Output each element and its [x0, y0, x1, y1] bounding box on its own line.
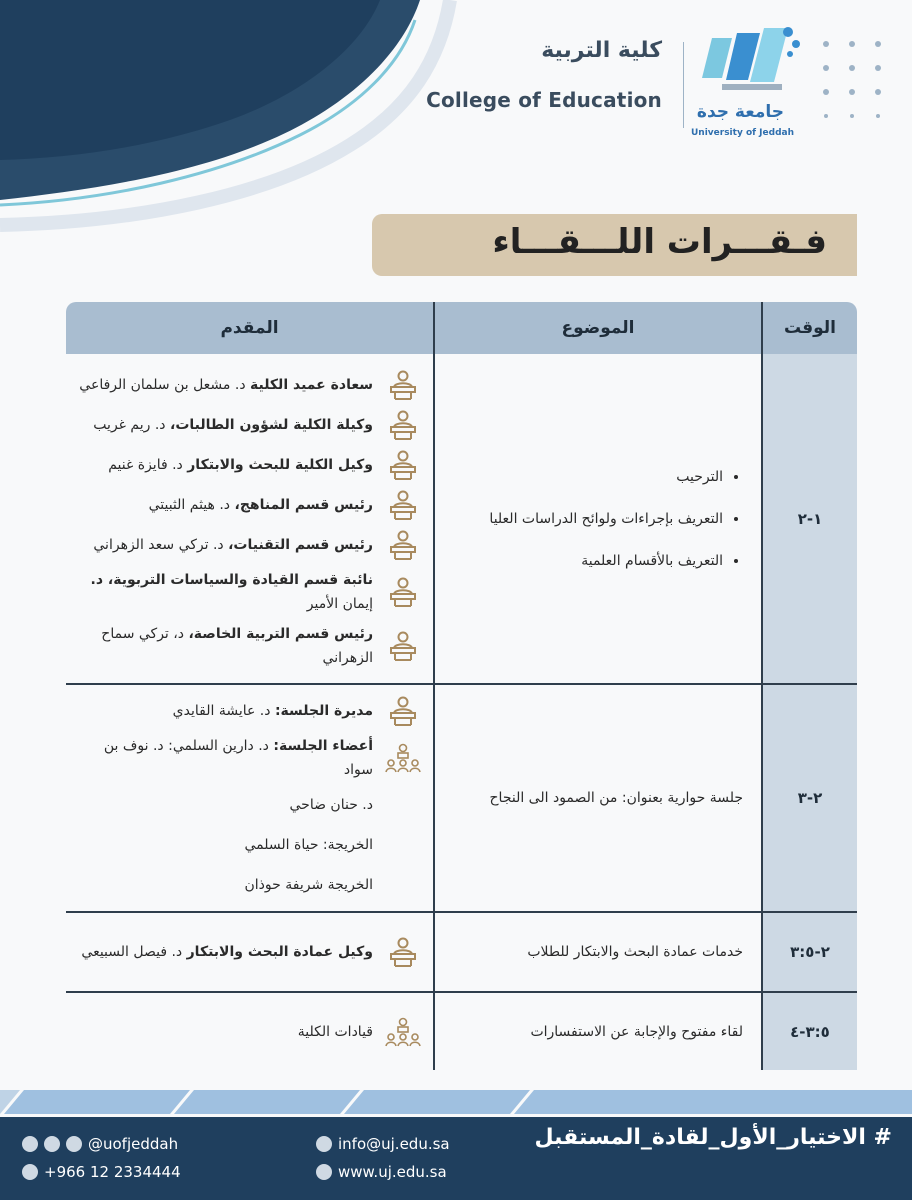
table-row [66, 354, 857, 684]
presenter-entry [72, 565, 421, 619]
college-name-en: College of Education [426, 88, 662, 112]
header-presenter: المقدم [66, 302, 434, 354]
presenter-entry [72, 365, 421, 405]
university-name-ar: جامعة جدة [696, 102, 784, 122]
university-name-en: University of Jeddah [690, 128, 794, 138]
time-cell: ٣:٥-٤ [762, 992, 857, 1070]
lecturer-podium-icon [385, 490, 421, 520]
lecturer-podium-icon [385, 530, 421, 560]
presenter-entry [72, 825, 421, 865]
footer-tabs-decoration [0, 1090, 912, 1114]
snapchat-icon [66, 1136, 82, 1152]
footer-website[interactable] [316, 1163, 447, 1181]
topic-cell [434, 354, 762, 684]
footer-phone[interactable] [22, 1163, 181, 1181]
presenter-name: الخريجة: حياة السلمي [244, 837, 373, 853]
presenter-entry [72, 525, 421, 565]
presenter-entry [72, 619, 421, 673]
footer-social[interactable] [22, 1135, 178, 1153]
presenter-name: قيادات الكلية [297, 1023, 373, 1040]
presenter-name: د. هيثم الثبيتي [148, 496, 235, 513]
twitter-icon [44, 1136, 60, 1152]
lecturer-podium-icon [385, 696, 421, 726]
presenter-role: وكيل عمادة البحث والابتكار [186, 944, 373, 960]
presenter-entry [72, 1012, 421, 1052]
time-cell: ٢-٣:٥ [762, 912, 857, 992]
presenter-name: الخريجة شريفة حوذان [244, 877, 373, 893]
header-divider [683, 42, 684, 128]
presenter-entry [72, 932, 421, 972]
table-row [66, 992, 857, 1070]
topic-item: • التعريف بإجراءات ولوائح الدراسات العليا [443, 509, 723, 529]
footer-email[interactable] [316, 1135, 450, 1153]
topic-cell: جلسة حوارية بعنوان: من الصمود الى النجاح [434, 684, 762, 912]
email-icon [316, 1136, 332, 1152]
title-banner [372, 214, 857, 276]
presenter-entry [72, 785, 421, 825]
social-handle: @uofjeddah [88, 1135, 179, 1153]
presenter-entry [72, 691, 421, 731]
presenter-name: د. تركي سعد الزهراني [93, 536, 229, 553]
presenter-role: رئيس قسم المناهج، [234, 496, 373, 513]
presenter-cell [66, 354, 434, 684]
presenter-name: د. فايزة غنيم [108, 456, 188, 473]
lecturer-podium-icon [385, 937, 421, 967]
phone-icon [22, 1164, 38, 1180]
presenter-cell [66, 684, 434, 912]
header-time: الوقت [762, 302, 857, 354]
presenter-role: رئيس قسم التربية الخاصة، [188, 625, 373, 642]
email-text: info@uj.edu.sa [338, 1135, 450, 1153]
presenter-name: د، تركي سماح الزهراني [101, 625, 373, 666]
instagram-icon [22, 1136, 38, 1152]
presenter-role: نائبة قسم القيادة والسياسات التربوية، د. [90, 571, 373, 588]
agenda-table [66, 302, 857, 1070]
lecturer-podium-icon [385, 577, 421, 607]
footer-hashtag: # الاختيار_الأول_لقادة_المستقبل [534, 1125, 892, 1150]
presenter-entry [72, 485, 421, 525]
page-title: فـقـــرات اللـــقـــاء [492, 222, 827, 262]
audience-group-icon [385, 1017, 421, 1047]
presenter-name: د. دارين السلمي: د. نوف بن سواد [103, 738, 373, 778]
lecturer-podium-icon [385, 631, 421, 661]
globe-icon [316, 1164, 332, 1180]
presenter-role: رئيس قسم التقنيات، [228, 536, 373, 553]
presenter-cell [66, 992, 434, 1070]
presenter-role: مديرة الجلسة: [274, 703, 373, 719]
phone-text: +966 12 2334444 [44, 1163, 181, 1181]
topic-cell: لقاء مفتوح والإجابة عن الاستفسارات [434, 992, 762, 1070]
header-wave-decoration [0, 0, 470, 240]
presenter-name: د. عايشة القايدي [172, 703, 275, 719]
time-cell: ٢-٣ [762, 684, 857, 912]
presenter-entry [72, 865, 421, 905]
college-name-ar: كلية التربية [541, 38, 662, 63]
presenter-role: أعضاء الجلسة: [273, 738, 373, 754]
presenter-entry [72, 405, 421, 445]
dot-grid-decoration [820, 38, 884, 118]
presenter-name: د. مشعل بن سلمان الرفاعي [79, 376, 250, 393]
presenter-role: وكيلة الكلية لشؤون الطالبات، [170, 416, 373, 433]
lecturer-podium-icon [385, 410, 421, 440]
presenter-role: سعادة عميد الكلية [250, 376, 373, 393]
presenter-name: د. حنان ضاحي [289, 797, 373, 813]
university-logo-mark [692, 18, 812, 98]
header-topic: الموضوع [434, 302, 762, 354]
presenter-cell [66, 912, 434, 992]
presenter-name: إيمان الأمير [306, 595, 373, 612]
topic-cell: خدمات عمادة البحث والابتكار للطلاب [434, 912, 762, 992]
time-cell: ١-٢ [762, 354, 857, 684]
audience-group-icon [385, 743, 421, 773]
lecturer-podium-icon [385, 450, 421, 480]
table-header-row [66, 302, 857, 354]
presenter-name: د. ريم غريب [93, 416, 170, 433]
topic-item: • التعريف بالأقسام العلمية [443, 551, 723, 571]
presenter-role: وكيل الكلية للبحث والابتكار [187, 456, 373, 473]
table-row [66, 684, 857, 912]
topic-item: • الترحيب [443, 467, 723, 487]
website-text: www.uj.edu.sa [338, 1163, 447, 1181]
presenter-name: د. فيصل السبيعي [81, 944, 187, 960]
presenter-entry [72, 445, 421, 485]
presenter-entry [72, 731, 421, 785]
lecturer-podium-icon [385, 370, 421, 400]
table-row [66, 912, 857, 992]
